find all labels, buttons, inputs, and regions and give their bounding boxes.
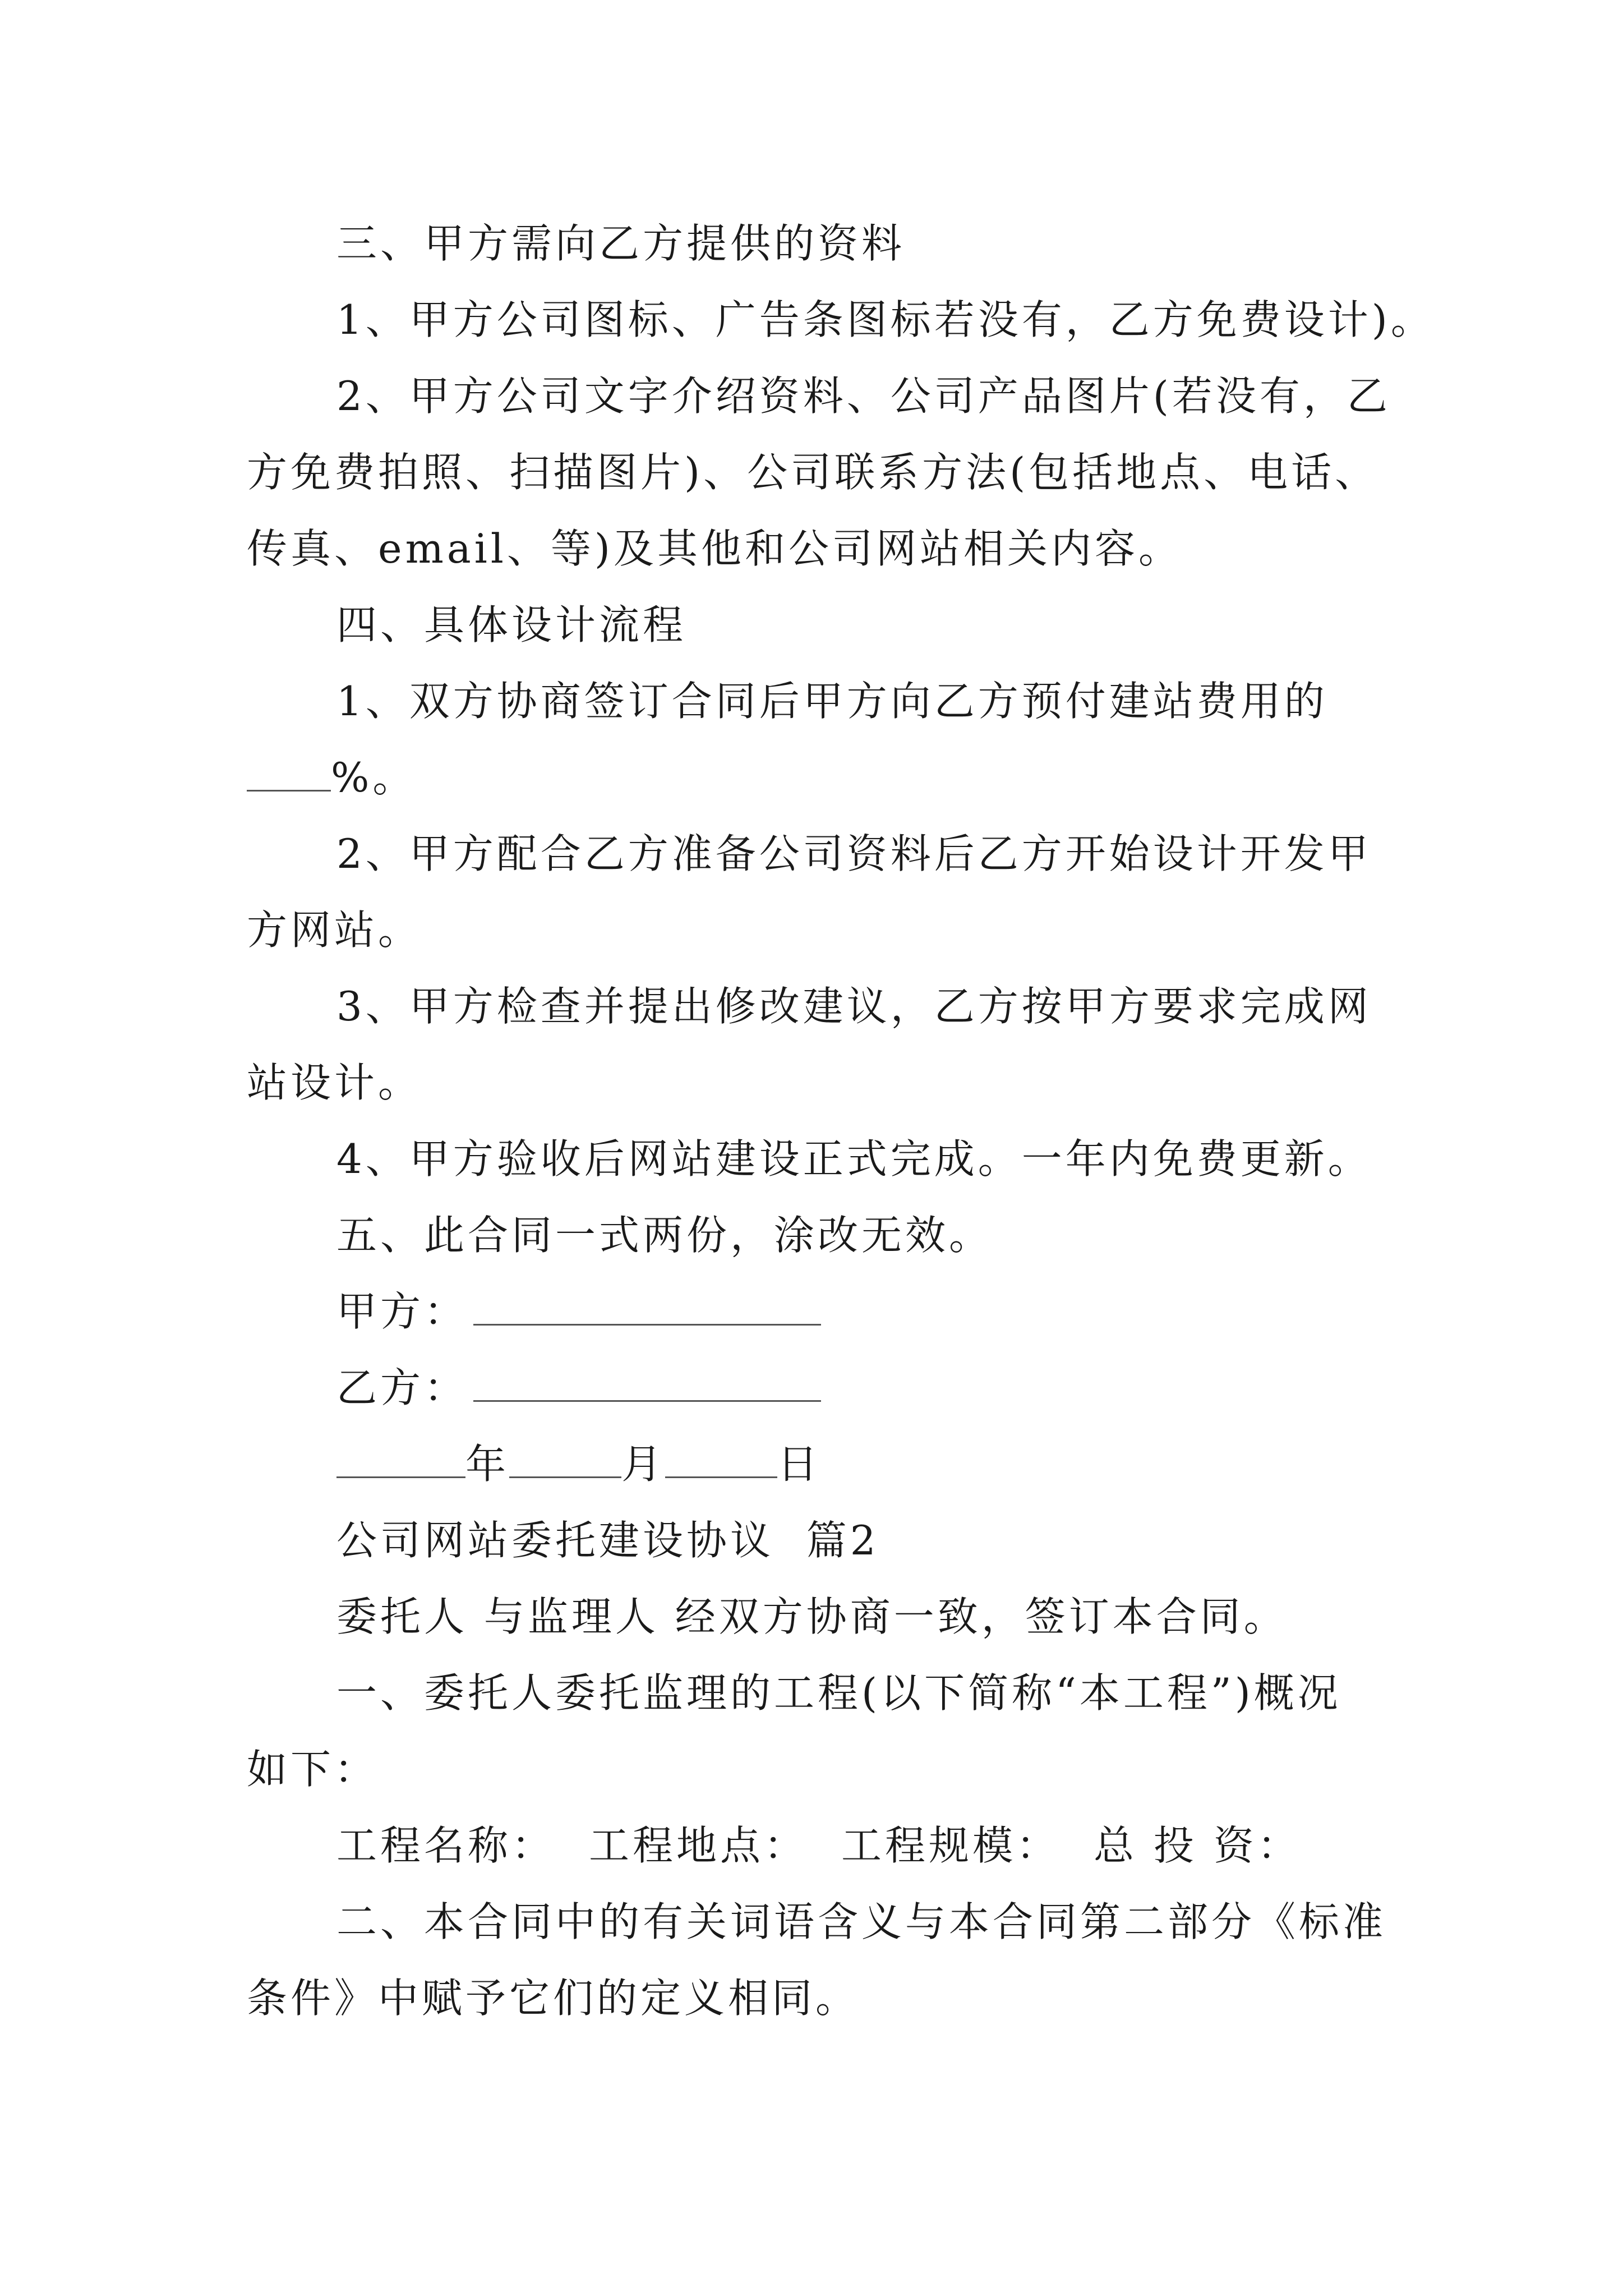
section-3-item-2-line-2: 方免费拍照、扫描图片)、公司联系方法(包括地点、电话、 <box>247 449 1379 496</box>
project-location-label: 工程地点： <box>589 1822 808 1869</box>
section-5: 五、此合同一式两份，涂改无效。 <box>336 1212 993 1259</box>
year-blank <box>336 1443 465 1478</box>
section-4-item-1-line-2 <box>247 751 1402 804</box>
month-label: 月 <box>621 1441 666 1488</box>
party-b-signature-blank <box>473 1366 821 1402</box>
section-4-item-1-line-1: 1、双方协商签订合同后甲方向乙方预付建站费用的 <box>336 678 1328 725</box>
project-name-label: 工程名称： <box>336 1822 556 1869</box>
party-a-label: 甲方： <box>336 1288 468 1335</box>
party-b-label: 乙方： <box>336 1364 468 1411</box>
party-a-line <box>336 1285 1492 1338</box>
day-label: 日 <box>777 1441 822 1488</box>
total-investment-label: 总 投 资： <box>1094 1822 1301 1869</box>
article-2-title: 公司网站委托建设协议 篇2 <box>336 1517 879 1564</box>
date-line <box>336 1437 1492 1491</box>
section-4-item-3-line-1: 3、甲方检查并提出修改建议，乙方按甲方要求完成网 <box>336 983 1372 1030</box>
section-4-item-2-line-2: 方网站。 <box>247 907 422 954</box>
party-a-signature-blank <box>473 1290 821 1326</box>
party-b-line <box>336 1361 1492 1415</box>
section-4-item-3-line-2: 站设计。 <box>247 1059 422 1106</box>
project-scale-label: 工程规模： <box>841 1822 1061 1869</box>
article-2-intro: 委托人 与监理人 经双方协商一致，签订本合同。 <box>336 1593 1288 1640</box>
article-2-section-2-line-1: 二、本合同中的有关词语含义与本合同第二部分《标准 <box>336 1898 1387 1945</box>
project-fields-line <box>336 1819 1492 1872</box>
section-4-item-4: 4、甲方验收后网站建设正式完成。一年内免费更新。 <box>336 1135 1372 1182</box>
article-2-section-2-line-2: 条件》中赋予它们的定义相同。 <box>247 1975 860 2022</box>
percent-suffix: %。 <box>331 754 417 801</box>
section-4-item-2-line-1: 2、甲方配合乙方准备公司资料后乙方开始设计开发甲 <box>336 830 1372 877</box>
section-3-item-1: 1、甲方公司图标、广告条图标若没有，乙方免费设计)。 <box>336 296 1435 343</box>
percent-blank <box>247 756 331 792</box>
article-2-section-1-line-2: 如下： <box>247 1746 379 1793</box>
section-4-title: 四、具体设计流程 <box>336 601 687 648</box>
section-3-item-2-line-3: 传真、email、等)及其他和公司网站相关内容。 <box>247 525 1182 572</box>
month-blank <box>509 1443 621 1478</box>
year-label: 年 <box>465 1441 510 1488</box>
section-3-item-2-line-1: 2、甲方公司文字介绍资料、公司产品图片(若没有，乙 <box>336 372 1391 420</box>
day-blank <box>665 1443 777 1478</box>
article-2-section-1-line-1: 一、委托人委托监理的工程(以下简称“本工程”)概况 <box>336 1669 1341 1717</box>
section-3-title: 三、甲方需向乙方提供的资料 <box>336 220 906 267</box>
